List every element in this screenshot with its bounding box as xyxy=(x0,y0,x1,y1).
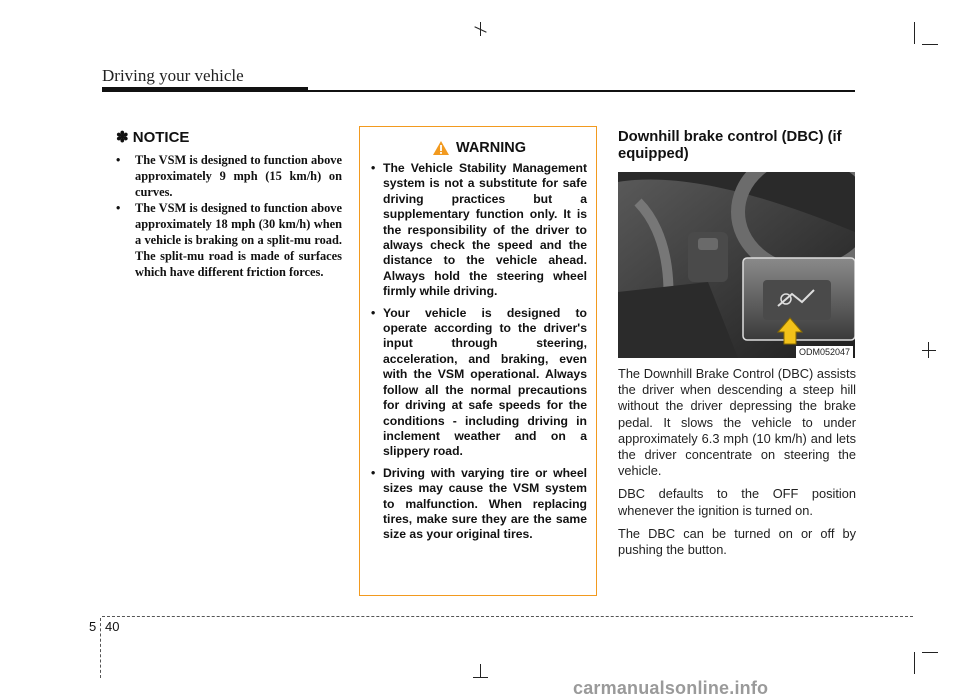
warning-item: • Your vehicle is designed to operate according to the driver's input through steering, acceleration, and braking, even with the VSM operational. Always follow all the normal precautions for driving at safe speeds for the conditions - including driving in inclement weather and on a slippery road. xyxy=(371,306,587,460)
notice-list xyxy=(116,152,342,280)
warning-item: • Driving with varying tire or wheel sizes may cause the VSM system to malfunction. When replacing tires, make sure they are the same size as your original tires. xyxy=(371,466,587,543)
header-rule-thin xyxy=(308,90,855,92)
notice-section xyxy=(116,128,342,280)
dbc-paragraph: The Downhill Brake Control (DBC) assists the driver when descending a steep hill without the driver depressing the brake pedal. It slows the vehicle to under approximately 6.3 mph (10 km/h) and lets the driver concentrate on steering the vehicle. xyxy=(618,366,856,479)
dbc-body xyxy=(618,366,856,558)
page-number-divider xyxy=(100,618,101,678)
page-number: 40 xyxy=(105,619,120,634)
dbc-button-photo xyxy=(618,172,855,358)
footer-rule xyxy=(102,616,913,617)
warning-list xyxy=(371,161,587,543)
warning-triangle-icon xyxy=(432,140,450,156)
dbc-heading: Downhill brake control (DBC) (if equipped) xyxy=(618,129,842,162)
warning-header xyxy=(371,140,587,156)
page-header-title: Driving your vehicle xyxy=(102,66,244,85)
notice-item: • The VSM is designed to function above approximately 9 mph (15 km/h) on curves. xyxy=(116,152,342,200)
dbc-paragraph: DBC defaults to the OFF position whenever the ignition is turned on. xyxy=(618,486,856,518)
dbc-paragraph: The DBC can be turned on or off by pushing the button. xyxy=(618,525,856,558)
warning-title: WARNING xyxy=(455,140,527,156)
warning-item: • The Vehicle Stability Management system is not a substitute for safe driving practices but a supplementary function only. It is the responsibility of the driver to always check the speed and the distance to the vehicle ahead. Always hold the steering wheel firmly while driving. xyxy=(371,161,587,300)
dbc-section xyxy=(618,129,856,565)
figure-code: ODM052047 xyxy=(796,346,853,358)
notice-title: ✽ NOTICE xyxy=(116,129,190,146)
watermark: carmanualsonline.info xyxy=(573,678,769,698)
section-number: 5 xyxy=(89,619,97,634)
notice-item: • The VSM is designed to function above approximately 18 mph (30 km/h) when a vehicle is braking on a split-mu road. The split-mu road is made of surfaces which have different friction forces. xyxy=(116,200,342,280)
dbc-dashboard-illustration xyxy=(618,172,855,358)
header-rule-thick xyxy=(102,87,308,92)
warning-box xyxy=(359,126,597,596)
